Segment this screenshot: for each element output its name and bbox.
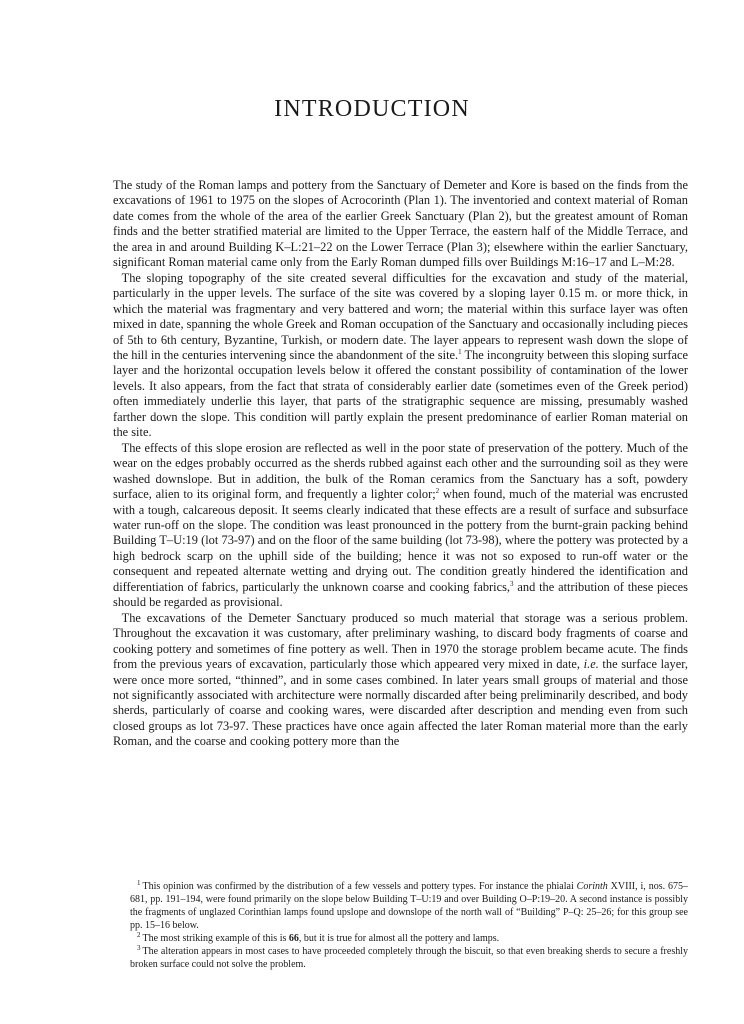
paragraph-2 [113,271,688,441]
paragraph-text: when found, much of the material was encrusted with a tough, calcareous deposit. It seems clearly indicated that these effects are a result of surface and subsurface water run-off on the slope. The condition was least pronounced in the pottery from the burnt-grain packing behind Building T–U:19 (lot 73-97) and on the floor of the same building (lot 73-98), where the pottery was protected by a high bedrock scarp on the uphill side of the building; hence it was not so exposed to run-off water or the consequent and repeated alternate wetting and drying out. The condition greatly hindered the identification and differentiation of fabrics, particularly the unknown coarse and cooking fabrics, [113,487,688,594]
italic-text: Corinth [576,881,608,892]
paragraph-text: The incongruity between this sloping surface layer and the horizontal occupation levels below it offered the constant possibility of contamination of the lower levels. It also appears, from the fact that strata of considerably earlier date (sometimes even of the Greek period) often immediately underlie this layer, that parts of the stratigraphic sequence are missing, presumably washed farther down the slope. This condition will partly explain the present predominance of earlier Roman material on the site. [113,347,688,440]
footnote-text: The most striking example of this is [142,933,289,944]
footnote-mark: 3 [137,943,141,952]
paragraph-text: The sloping topography of the site created several difficulties for the excavation and study of the material, particularly in the upper levels. The surface of the site was covered by a sloping layer 0.15 m. or more thick, in which the material was fragmentary and very battered and worn; the material within this surface layer was often mixed in date, spanning the whole Greek and Roman occupation of the Sanctuary and occasionally including pieces of 5th to 6th century, Byzantine, Turkish, or modern date. The layer appears to represent wash down the slope of the hill in the centuries intervening since the abandonment of the site. [113,270,688,362]
footnote-text: This opinion was confirmed by the distribution of a few vessels and pottery types. For instance the phialai [142,881,577,892]
paragraph-3 [113,441,688,611]
footnote-2 [130,932,688,945]
footnote-text: , but it is true for almost all the pottery and lamps. [298,933,500,944]
paragraph-1 [113,178,688,271]
paragraph-text: The excavations of the Demeter Sanctuary produced so much material that storage was a serious problem. Throughout the excavation it was customary, after preliminary washing, to discard body fragments of coarse and cooking pottery and sometimes of fine pottery as well. Then in 1970 the storage problem became acute. The finds from the previous years of excavation, particularly those which appeared very mixed in date, [113,610,688,672]
footnote-text: XVIII, i, nos. 675–681, pp. 191–194, were found primarily on the slope below Building T–U:19 and over Building O–P:19–20. A second instance is possibly the fragments of unglazed Corinthian lamps found upslope and downslope of the north wall of “Building” P–Q: 25–26; for this group see pp. 15–16 below. [130,881,689,931]
footnote-1 [130,880,688,932]
paragraph-4 [113,611,688,750]
footnote-mark: 1 [137,878,141,887]
page-title: INTRODUCTION [274,96,470,122]
paragraph-text: The effects of this slope erosion are reflected as well in the poor state of preservation of the pottery. Much of the wear on the edges probably occurred as the sherds rubbed against each other and the surrounding soil as they were washed downslope. But in addition, the bulk of the Roman ceramics from the Sanctuary has a soft, powdery surface, alien to its original form, and frequently a lighter color; [113,440,688,502]
body-text [113,178,688,750]
paragraph-text: and the attribution of these pieces should be regarded as provisional. [113,579,688,610]
paragraph-text: the surface layer, were once more sorted, “thinned”, and in some cases combined. In later years small groups of material and those not significantly associated with architecture were normally discarded after being preliminarily described, and body sherds, particularly of coarse and cooking wares, were discarded after description and mending even from such closed groups as lot 73-97. These practices have once again affected the later Roman material more than the early Roman, and the coarse and cooking pottery more than the [113,657,688,749]
paragraph-text: The study of the Roman lamps and pottery from the Sanctuary of Demeter and Kore is based on the finds from the excavations of 1961 to 1975 on the slopes of Acrocorinth (Plan 1). The inventoried and context material of Roman date comes from the whole of the area of the earlier Greek Sanctuary (Plan 2), but the greatest amount of Roman finds and the better stratified material are limited to the Upper Terrace, the eastern half of the Middle Terrace, and the area in and around Building K–L:21–22 on the Lower Terrace (Plan 3); elsewhere within the earlier Sanctuary, significant Roman material came only from the Early Roman dumped fills over Buildings M:16–17 and L–M:28. [113,178,688,270]
footnote-text: The alteration appears in most cases to have proceeded completely through the biscuit, so that even breaking sherds to secure a freshly broken surface could not solve the problem. [130,946,688,970]
footnote-3 [130,945,688,971]
footnote-ref-3[interactable]: 3 [510,579,514,588]
footnotes [130,880,688,971]
footnote-ref-1[interactable]: 1 [458,347,462,356]
bold-text: 66 [288,933,299,944]
italic-text: i.e. [583,657,599,672]
footnote-ref-2[interactable]: 2 [435,486,440,495]
footnote-mark: 2 [137,930,141,939]
